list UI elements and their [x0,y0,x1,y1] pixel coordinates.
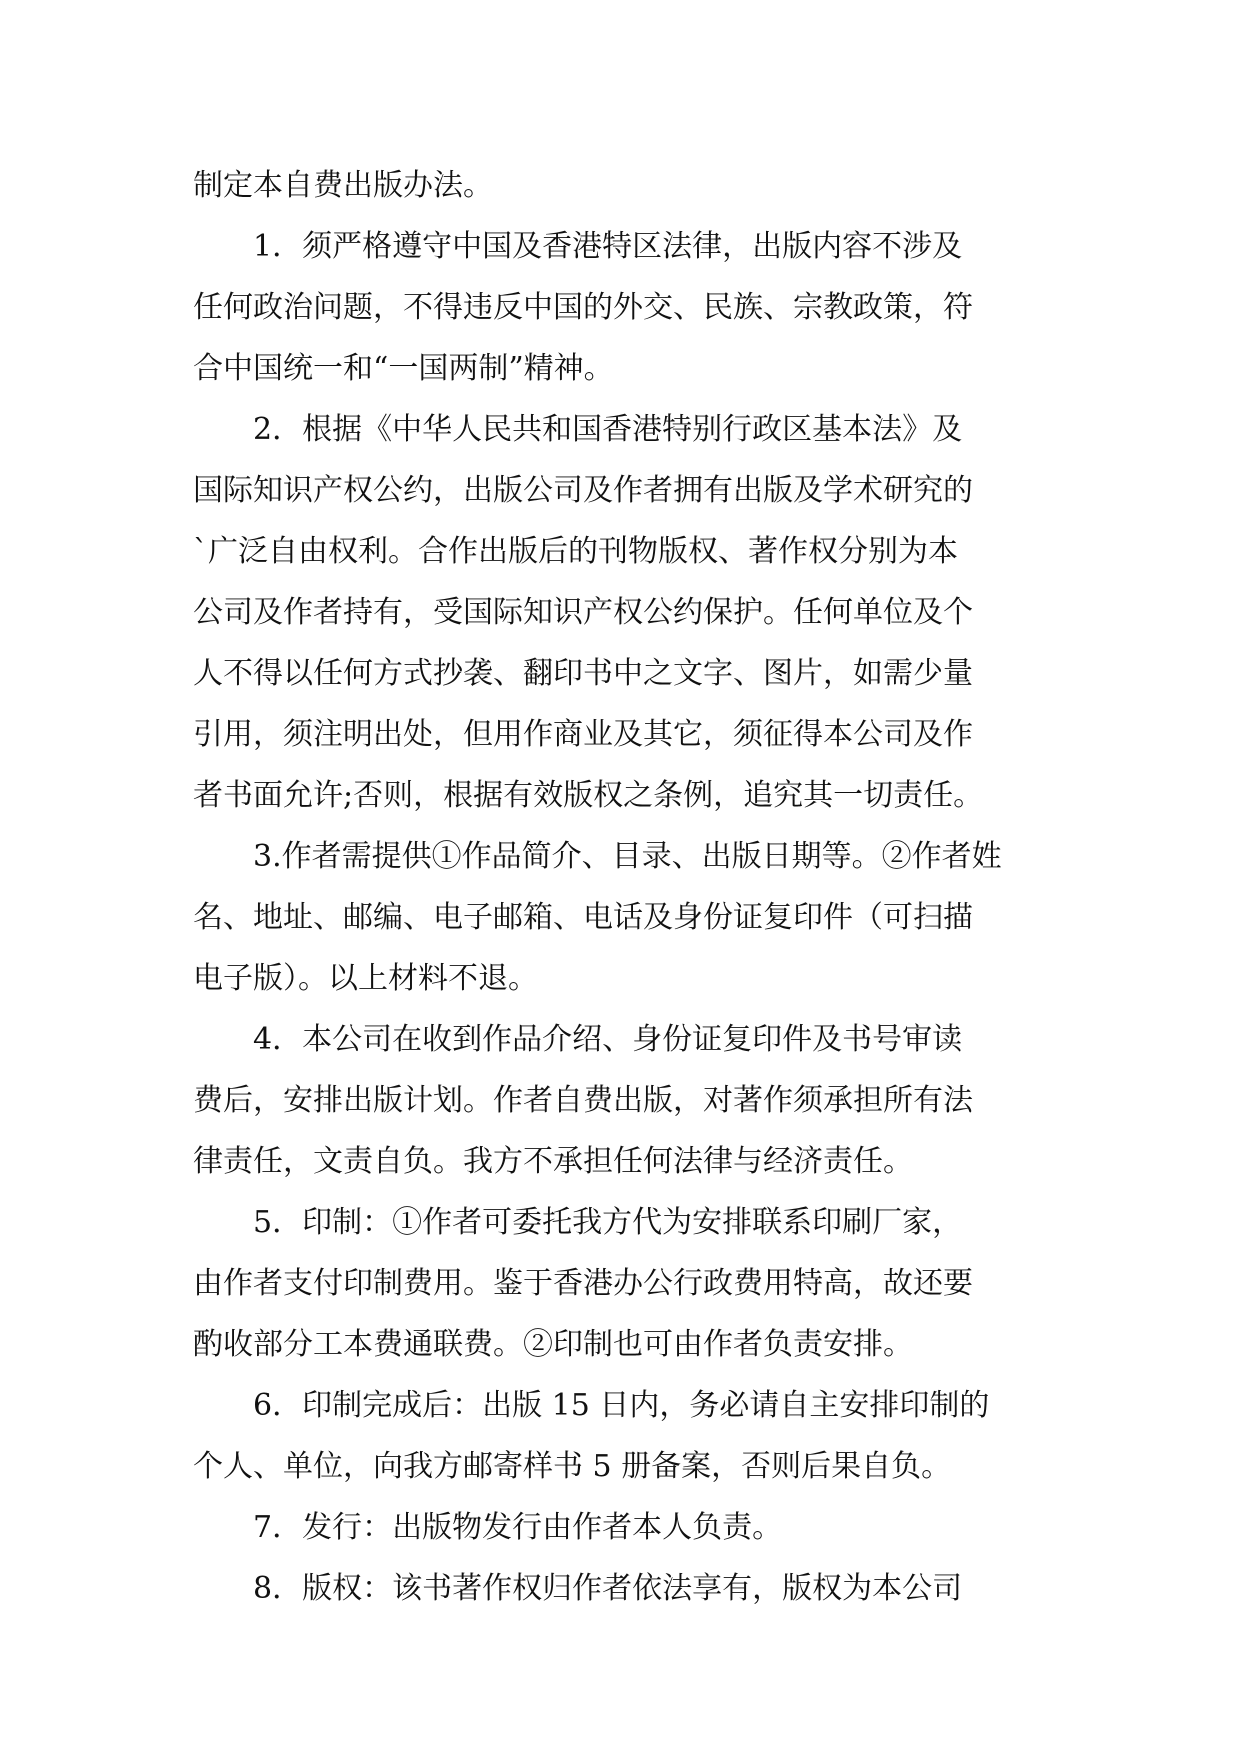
text-line: 个人、单位，向我方邮寄样书 5 册备案，否则后果自负。 [193,1449,952,1484]
text-line: 人不得以任何方式抄袭、翻印书中之文字、图片，如需少量 [193,656,973,691]
text-line: 3.作者需提供①作品简介、目录、出版日期等。②作者姓 [253,839,1002,874]
text-line: 者书面允许;否则，根据有效版权之条例，追究其一切责任。 [193,778,984,813]
text-line: 律责任，文责自负。我方不承担任何法律与经济责任。 [193,1144,913,1179]
text-line: 制定本自费出版办法。 [193,168,493,203]
text-line: 5．印制：①作者可委托我方代为安排联系印刷厂家， [253,1205,963,1240]
text-line: 电子版）。以上材料不退。 [193,961,538,996]
text-line: 合中国统一和“一国两制”精神。 [193,351,614,386]
text-line: 4．本公司在收到作品介绍、身份证复印件及书号审读 [253,1022,963,1057]
text-line: 国际知识产权公约，出版公司及作者拥有出版及学术研究的 [193,473,973,508]
text-line: 公司及作者持有，受国际知识产权公约保护。任何单位及个 [193,595,973,630]
text-line: 名、地址、邮编、电子邮箱、电话及身份证复印件（可扫描 [193,900,973,935]
text-line: 2．根据《中华人民共和国香港特别行政区基本法》及 [253,412,963,447]
text-line: 7．发行：出版物发行由作者本人负责。 [253,1510,783,1545]
text-line: 1．须严格遵守中国及香港特区法律，出版内容不涉及 [253,229,963,264]
text-line: 由作者支付印制费用。鉴于香港办公行政费用特高，故还要 [193,1266,973,1301]
text-line: 酌收部分工本费通联费。②印制也可由作者负责安排。 [193,1327,913,1362]
text-line: 6．印制完成后：出版 15 日内，务必请自主安排印制的 [253,1388,990,1423]
text-line: 引用，须注明出处，但用作商业及其它，须征得本公司及作 [193,717,973,752]
text-line: 8．版权：该书著作权归作者依法享有，版权为本公司 [253,1571,963,1606]
text-line: `广泛自由权利。合作出版后的刊物版权、著作权分别为本 [193,534,958,569]
text-line: 费后，安排出版计划。作者自费出版，对著作须承担所有法 [193,1083,973,1118]
text-line: 任何政治问题，不得违反中国的外交、民族、宗教政策，符 [193,290,973,325]
